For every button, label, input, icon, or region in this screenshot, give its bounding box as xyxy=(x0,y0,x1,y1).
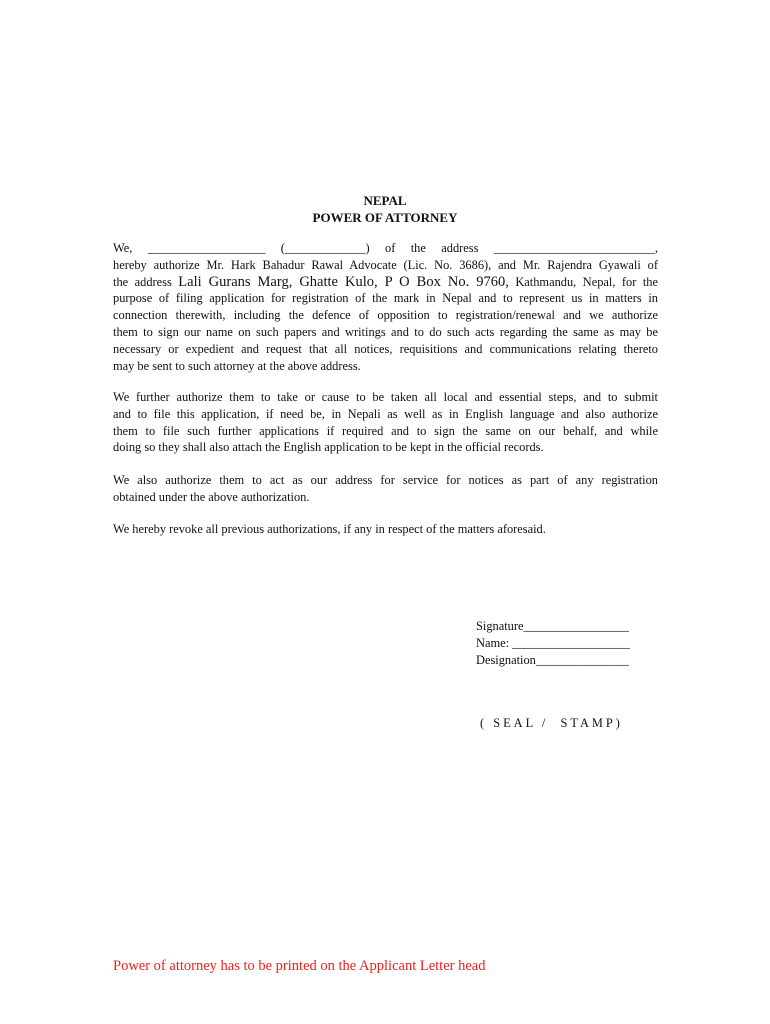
paragraph-line: them to sign our name on such papers and writings and to do such acts regarding the same as may be xyxy=(113,324,658,339)
paragraph-line: hereby authorize Mr. Hark Bahadur Rawal Advocate (Lic. No. 3686), and Mr. Rajendra Gyawali of xyxy=(113,257,658,272)
paragraph-line: doing so they shall also attach the English application to be kept in the official records. xyxy=(113,440,544,455)
address-prefix: the address xyxy=(113,274,179,289)
paragraph-line: connection therewith, including the defence of opposition to registration/renewal and we authorize xyxy=(113,308,658,323)
signature-field: Signature_________________ xyxy=(476,619,629,633)
document-title: POWER OF ATTORNEY xyxy=(312,210,458,225)
country-heading: NEPAL xyxy=(363,193,407,208)
paragraph-revocation xyxy=(113,521,658,538)
paragraph-line: purpose of filing application for registration of the mark in Nepal and to represent us in matters in xyxy=(113,291,658,306)
address-suffix: Kathmandu, Nepal, for the xyxy=(508,274,658,289)
paragraph-address-for-service xyxy=(113,472,658,506)
paragraph-line-address xyxy=(113,274,658,291)
footer-note: Power of attorney has to be printed on the Applicant Letter head xyxy=(113,958,486,974)
seal-stamp-placeholder: ( SEAL / STAMP) xyxy=(480,716,623,730)
paragraph-line: may be sent to such attorney at the above address. xyxy=(113,358,361,373)
designation-field: Designation_______________ xyxy=(476,653,629,667)
paragraph-line: We, ___________________ (_____________) of the address __________________________, xyxy=(113,241,658,255)
paragraph-line: them to file such further applications if required and to sign the same on our behalf, and while xyxy=(113,423,658,438)
name-field: Name: ___________________ xyxy=(476,636,630,650)
paragraph-further-authorization xyxy=(113,389,658,456)
signature-block xyxy=(476,618,630,669)
paragraph-line: and to file this application, if need be, in Nepali as well as in English language and also authorize xyxy=(113,406,658,421)
paragraph-authorization xyxy=(113,240,658,374)
attorney-address: Lali Gurans Marg, Ghatte Kulo, P O Box No. 9760, xyxy=(178,273,509,290)
paragraph-line: We further authorize them to take or cause to be taken all local and essential steps, and to submit xyxy=(113,390,658,404)
paragraph-line: We hereby revoke all previous authorizations, if any in respect of the matters aforesaid. xyxy=(113,522,546,536)
paragraph-line: We also authorize them to act as our address for service for notices as part of any registration xyxy=(113,473,658,487)
paragraph-line: obtained under the above authorization. xyxy=(113,489,310,504)
paragraph-line: necessary or expedient and request that all notices, requisitions and communications relating thereto xyxy=(113,341,658,356)
